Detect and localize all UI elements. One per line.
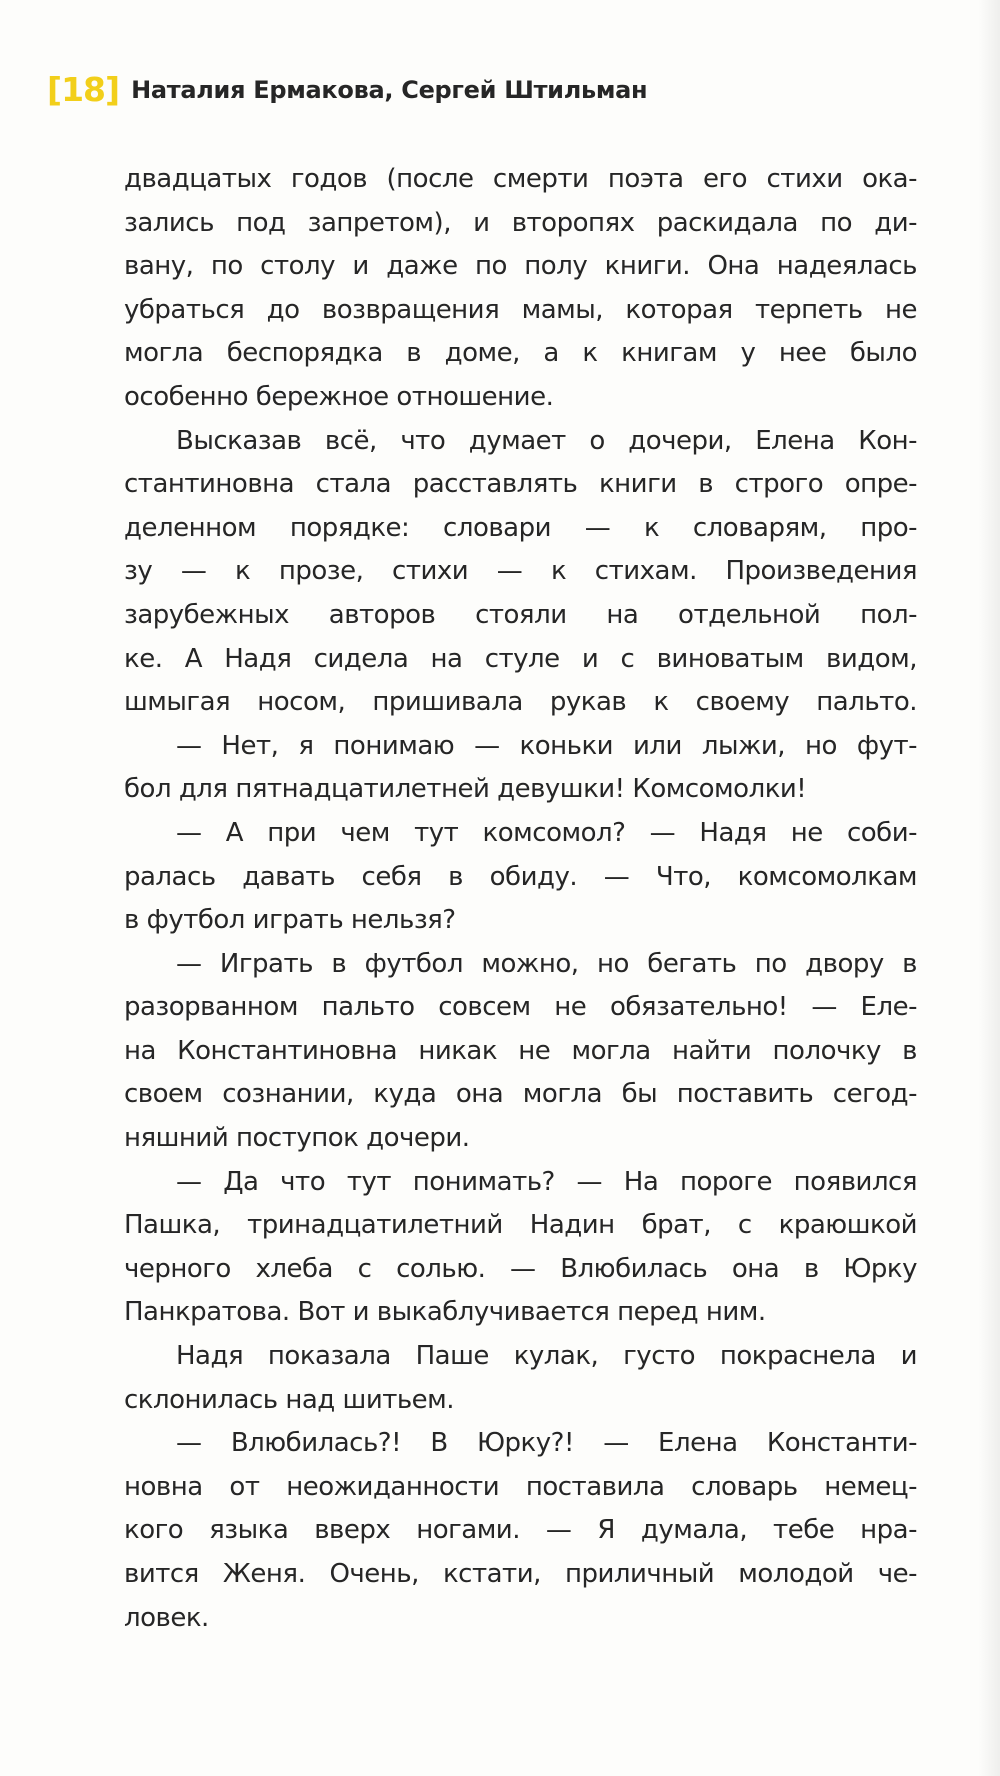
text-line: разорванном пальто совсем не обязательно! — Еле- xyxy=(124,992,917,1023)
text-line: — Нет, я понимаю — коньки или лыжи, но фут- xyxy=(176,730,917,761)
text-line: своем сознании, куда она могла бы поставить сегод- xyxy=(124,1079,917,1110)
page-edge-shadow xyxy=(978,0,1000,1776)
running-header xyxy=(47,70,647,109)
text-line: Панкратова. Вот и выкаблучивается перед ним. xyxy=(124,1297,766,1328)
text-line: особенно бережное отношение. xyxy=(124,381,554,412)
body-text xyxy=(124,158,917,1640)
text-line: шмыгая носом, пришивала рукав к своему пальто. xyxy=(124,687,917,718)
text-line: зу — к прозе, стихи — к стихам. Произведения xyxy=(124,556,917,587)
text-line: Надя показала Паше кулак, густо покраснела и xyxy=(176,1341,917,1372)
text-line: деленном порядке: словари — к словарям, про- xyxy=(124,512,917,543)
text-line: склонилась над шитьем. xyxy=(124,1384,455,1415)
text-line: убраться до возвращения мамы, которая терпеть не xyxy=(124,294,917,325)
text-line: Высказав всё, что думает о дочери, Елена Кон- xyxy=(176,425,917,456)
text-line: на Константиновна никак не могла найти полочку в xyxy=(124,1035,917,1066)
text-line: кого языка вверх ногами. — Я думала, тебе нра- xyxy=(124,1515,917,1546)
text-line: вану, по столу и даже по полу книги. Она надеялась xyxy=(124,251,917,282)
text-line: ловек. xyxy=(124,1602,209,1633)
text-line: няшний поступок дочери. xyxy=(124,1123,470,1154)
text-line: зались под запретом), и второпях раскидала по ди- xyxy=(124,207,917,238)
text-line: ке. А Надя сидела на стуле и с виноватым видом, xyxy=(124,643,917,674)
text-line: могла беспорядка в доме, а к книгам у нее было xyxy=(124,338,917,369)
text-line: ралась давать себя в обиду. — Что, комсомолкам xyxy=(124,861,917,892)
text-line: в футбол играть нельзя? xyxy=(124,905,456,936)
text-line: — Играть в футбол можно, но бегать по двору в xyxy=(176,948,917,979)
text-line: зарубежных авторов стояли на отдельной пол- xyxy=(124,599,917,630)
running-head-authors: Наталия Ермакова, Сергей Штильман xyxy=(131,75,648,104)
text-line: новна от неожиданности поставила словарь немец- xyxy=(124,1471,917,1502)
page-number: [18] xyxy=(47,70,120,109)
text-line: Пашка, тринадцатилетний Надин брат, с краюшкой xyxy=(124,1210,917,1241)
text-line: — Да что тут понимать? — На пороге появился xyxy=(176,1166,917,1197)
text-line: — А при чем тут комсомол? — Надя не соби- xyxy=(176,817,917,848)
text-line: стантиновна стала расставлять книги в строго опре- xyxy=(124,469,917,500)
text-line: вится Женя. Очень, кстати, приличный молодой че- xyxy=(124,1559,917,1589)
text-line: бол для пятнадцатилетней девушки! Комсомолки! xyxy=(124,774,807,805)
text-line: двадцатых годов (после смерти поэта его стихи ока- xyxy=(124,164,917,194)
text-line: черного хлеба с солью. — Влюбилась она в Юрку xyxy=(124,1253,917,1284)
text-line: — Влюбилась?! В Юрку?! — Елена Константи- xyxy=(176,1428,917,1459)
